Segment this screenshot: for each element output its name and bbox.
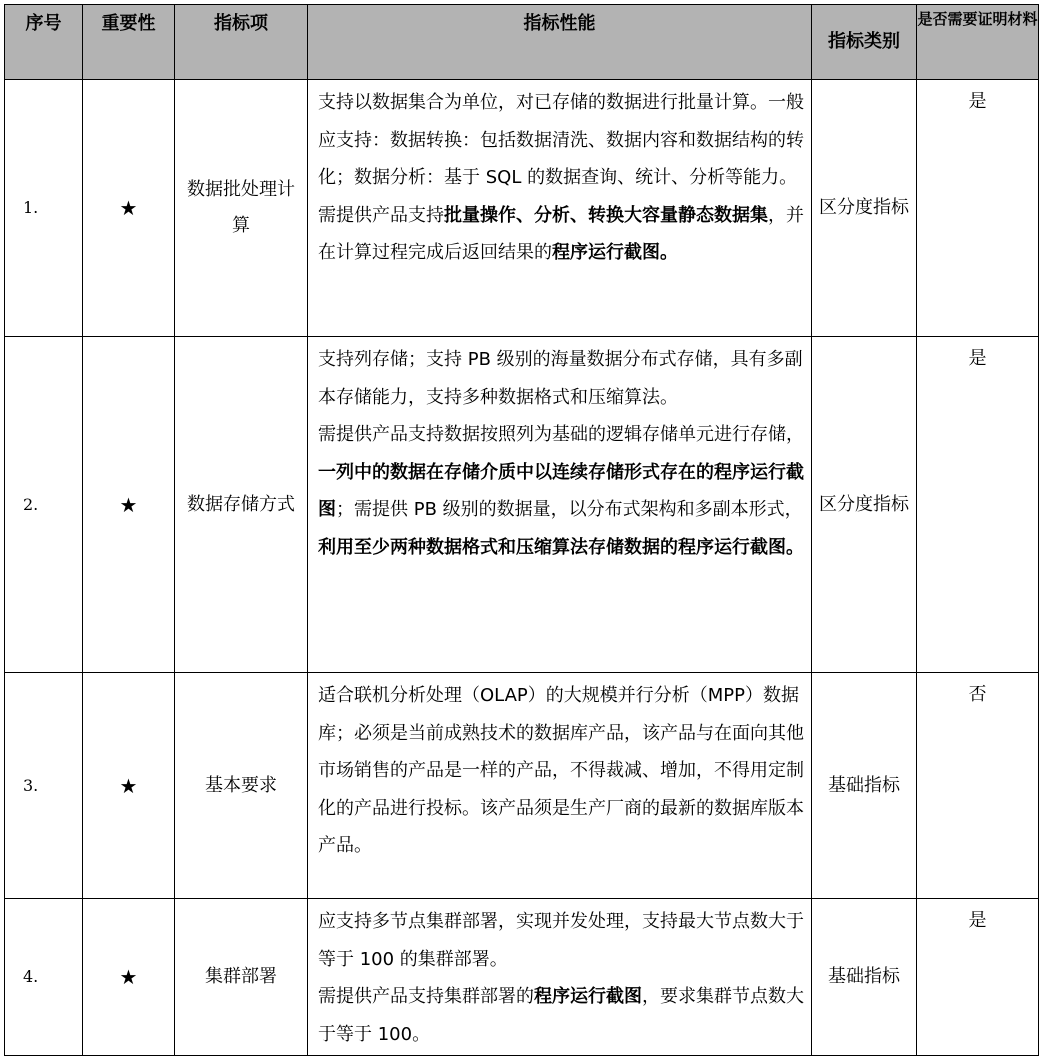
indicator-category: 区分度指标 bbox=[812, 80, 917, 337]
performance-requirement: 需提供产品支持批量操作、分析、转换大容量静态数据集，并在计算过程完成后返回结果的程序运行截图。 bbox=[318, 204, 804, 263]
performance-requirement: 需提供产品支持集群部署的程序运行截图，要求集群节点数大于等于 100。 bbox=[318, 986, 804, 1045]
header-category: 指标类别 bbox=[812, 5, 917, 80]
row-number: 2. bbox=[5, 337, 83, 673]
indicator-performance bbox=[308, 899, 812, 1056]
indicator-performance bbox=[308, 337, 812, 673]
indicator-category: 基础指标 bbox=[812, 673, 917, 899]
proof-required: 否 bbox=[917, 673, 1039, 899]
header-row bbox=[5, 5, 1039, 80]
table-row bbox=[5, 80, 1039, 337]
star-icon: ★ bbox=[83, 673, 175, 899]
row-number: 3. bbox=[5, 673, 83, 899]
header-proof: 是否需要证明材料 bbox=[917, 5, 1039, 80]
indicator-performance bbox=[308, 673, 812, 899]
performance-text: 支持列存储；支持 PB 级别的海量数据分布式存储，具有多副本存储能力，支持多种数据格式和压缩算法。 bbox=[318, 349, 803, 408]
indicator-table bbox=[4, 4, 1039, 1056]
indicator-name: 基本要求 bbox=[175, 673, 308, 899]
performance-text: 适合联机分析处理（OLAP）的大规模并行分析（MPP）数据库；必须是当前成熟技术的数据库产品，该产品与在面向其他市场销售的产品是一样的产品，不得裁减、增加，不得用定制化的产品进行投标。该产品须是生产厂商的最新的数据库版本产品。 bbox=[318, 685, 804, 856]
proof-required: 是 bbox=[917, 337, 1039, 673]
table-row bbox=[5, 337, 1039, 673]
header-item: 指标项 bbox=[175, 5, 308, 80]
indicator-performance bbox=[308, 80, 812, 337]
row-number: 4. bbox=[5, 899, 83, 1056]
proof-required: 是 bbox=[917, 80, 1039, 337]
header-importance: 重要性 bbox=[83, 5, 175, 80]
performance-text: 应支持多节点集群部署，实现并发处理，支持最大节点数大于等于 100 的集群部署。 bbox=[318, 911, 804, 970]
table-row bbox=[5, 899, 1039, 1056]
performance-requirement: 需提供产品支持数据按照列为基础的逻辑存储单元进行存储，一列中的数据在存储介质中以连续存储形式存在的程序运行截图；需提供 PB 级别的数据量，以分布式架构和多副本形式，利用至少两种数据格式和压缩算法存储数据的程序运行截图。 bbox=[318, 424, 804, 558]
star-icon: ★ bbox=[83, 337, 175, 673]
indicator-name: 数据批处理计算 bbox=[175, 80, 308, 337]
star-icon: ★ bbox=[83, 899, 175, 1056]
proof-required: 是 bbox=[917, 899, 1039, 1056]
header-performance: 指标性能 bbox=[308, 5, 812, 80]
indicator-name: 数据存储方式 bbox=[175, 337, 308, 673]
indicator-category: 区分度指标 bbox=[812, 337, 917, 673]
indicator-category: 基础指标 bbox=[812, 899, 917, 1056]
row-number: 1. bbox=[5, 80, 83, 337]
indicator-name: 集群部署 bbox=[175, 899, 308, 1056]
header-no: 序号 bbox=[5, 5, 83, 80]
table-row bbox=[5, 673, 1039, 899]
performance-text: 支持以数据集合为单位，对已存储的数据进行批量计算。一般应支持：数据转换：包括数据清洗、数据内容和数据结构的转化；数据分析：基于 SQL 的数据查询、统计、分析等能力。 bbox=[318, 92, 804, 188]
star-icon: ★ bbox=[83, 80, 175, 337]
